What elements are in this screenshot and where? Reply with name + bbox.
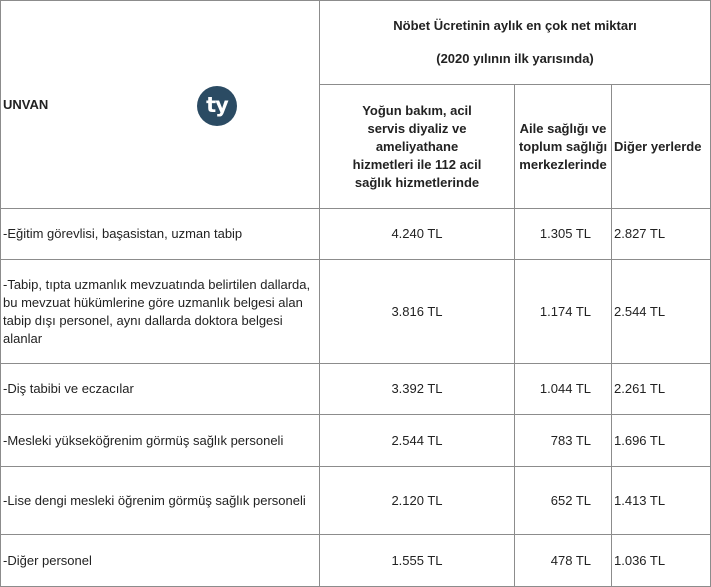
table-row: [1, 260, 711, 364]
value-intensive-care: 3.392 TL: [320, 364, 515, 415]
value-other: 2.261 TL: [612, 364, 711, 415]
value-family-health: 1.305 TL: [515, 209, 612, 260]
ty-logo: [197, 86, 237, 126]
value-other: 2.544 TL: [612, 260, 711, 364]
logo-text: ty: [206, 93, 228, 117]
value-intensive-care: 2.120 TL: [320, 467, 515, 535]
group-header: [320, 1, 711, 85]
value-intensive-care: 1.555 TL: [320, 535, 515, 587]
col-header-other: Diğer yerlerde: [612, 85, 711, 209]
unvan-cell: -Diş tabibi ve eczacılar: [1, 364, 320, 415]
value-intensive-care: 2.544 TL: [320, 415, 515, 467]
header-row-1: [1, 1, 711, 85]
value-intensive-care: 4.240 TL: [320, 209, 515, 260]
group-header-title: Nöbet Ücretinin aylık en çok net miktarı: [393, 18, 637, 33]
unvan-header-label: UNVAN: [3, 96, 49, 112]
table-row: [1, 415, 711, 467]
value-family-health: 1.174 TL: [515, 260, 612, 364]
value-other: 1.413 TL: [612, 467, 711, 535]
value-family-health: 1.044 TL: [515, 364, 612, 415]
unvan-cell: -Eğitim görevlisi, başasistan, uzman tabip: [1, 209, 320, 260]
col-header-intensive-care: Yoğun bakım, acil servis diyaliz ve ameliyathane hizmetleri ile 112 acil sağlık hizmetlerinde: [320, 85, 515, 209]
value-other: 2.827 TL: [612, 209, 711, 260]
unvan-header: [1, 1, 320, 209]
table-row: [1, 535, 711, 587]
unvan-cell: -Mesleki yükseköğrenim görmüş sağlık personeli: [1, 415, 320, 467]
value-family-health: 478 TL: [515, 535, 612, 587]
group-header-subtitle: (2020 yılının ilk yarısında): [436, 51, 594, 66]
value-family-health: 652 TL: [515, 467, 612, 535]
value-other: 1.036 TL: [612, 535, 711, 587]
unvan-cell: -Diğer personel: [1, 535, 320, 587]
col-header-family-health: Aile sağlığı ve toplum sağlığı merkezlerinde: [515, 85, 612, 209]
value-other: 1.696 TL: [612, 415, 711, 467]
table-row: [1, 209, 711, 260]
unvan-cell: -Lise dengi mesleki öğrenim görmüş sağlık personeli: [1, 467, 320, 535]
value-family-health: 783 TL: [515, 415, 612, 467]
unvan-cell: -Tabip, tıpta uzmanlık mevzuatında belirtilen dallarda, bu mevzuat hükümlerine göre uzmanlık belgesi alan tabip dışı personel, aynı dallarda doktora belgesi alanlar: [1, 260, 320, 364]
value-intensive-care: 3.816 TL: [320, 260, 515, 364]
table-row: [1, 364, 711, 415]
table-row: [1, 467, 711, 535]
